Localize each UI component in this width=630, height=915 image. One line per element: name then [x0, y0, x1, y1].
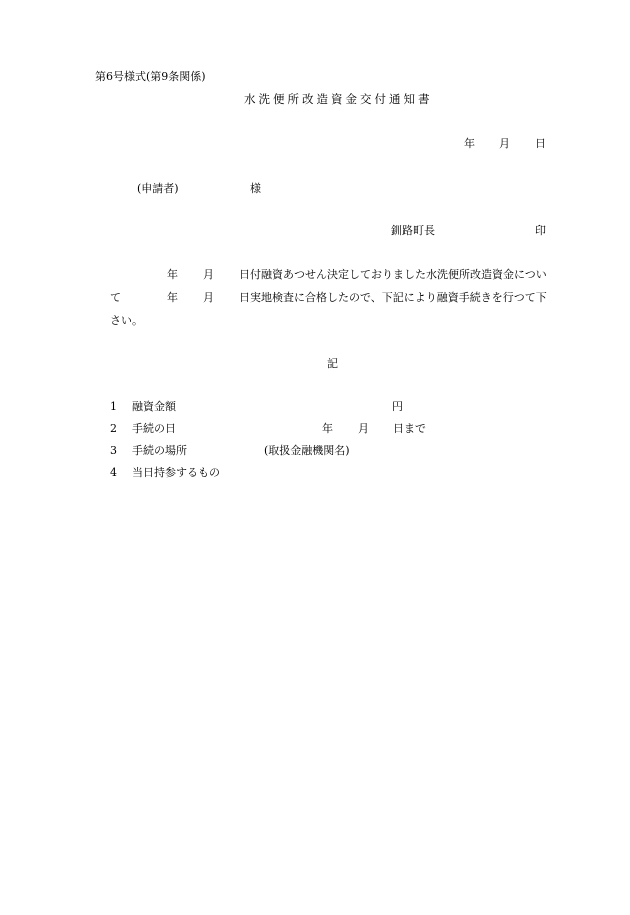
item-2-month: 月	[358, 422, 369, 435]
item-2-num: 2	[110, 422, 117, 435]
body-line1-text: 日付融資あつせん決定しておりました水洗便所改造資金につい	[239, 268, 547, 281]
issuer-seal: 印	[535, 224, 546, 237]
body-line2-text: 日実地検査に合格したので、下記により融資手続きを行つて下	[239, 291, 547, 304]
addressee-role: (申請者)	[137, 182, 179, 195]
item-1-suffix: 円	[392, 400, 403, 413]
body-line2-lead: て	[110, 291, 121, 304]
date-day: 日	[535, 137, 546, 150]
item-2-year: 年	[322, 422, 333, 435]
body-line1-year: 年	[167, 268, 178, 281]
addressee-honorific: 様	[250, 182, 261, 195]
document-title: 水洗便所改造資金交付通知書	[244, 92, 433, 106]
item-3-num: 3	[110, 444, 117, 457]
date-month: 月	[499, 137, 510, 150]
item-4-num: 4	[110, 466, 117, 479]
date-year: 年	[464, 137, 475, 150]
item-2-label: 手続の日	[132, 422, 176, 435]
body-line1-month: 月	[203, 268, 214, 281]
body-line2-month: 月	[203, 291, 214, 304]
item-1-num: 1	[110, 400, 117, 413]
item-2-suffix: 日まで	[393, 422, 426, 435]
body-line3: さい。	[110, 314, 143, 327]
issuer-name: 釧路町長	[391, 224, 435, 237]
form-label: 第6号様式(第9条関係)	[95, 70, 206, 83]
item-1-label: 融資金額	[132, 400, 176, 413]
item-3-note: (取扱金融機関名)	[264, 444, 350, 457]
item-3-label: 手続の場所	[132, 444, 187, 457]
item-4-label: 当日持参するもの	[132, 466, 220, 479]
ki-heading: 記	[327, 357, 338, 370]
body-line2-year: 年	[167, 291, 178, 304]
